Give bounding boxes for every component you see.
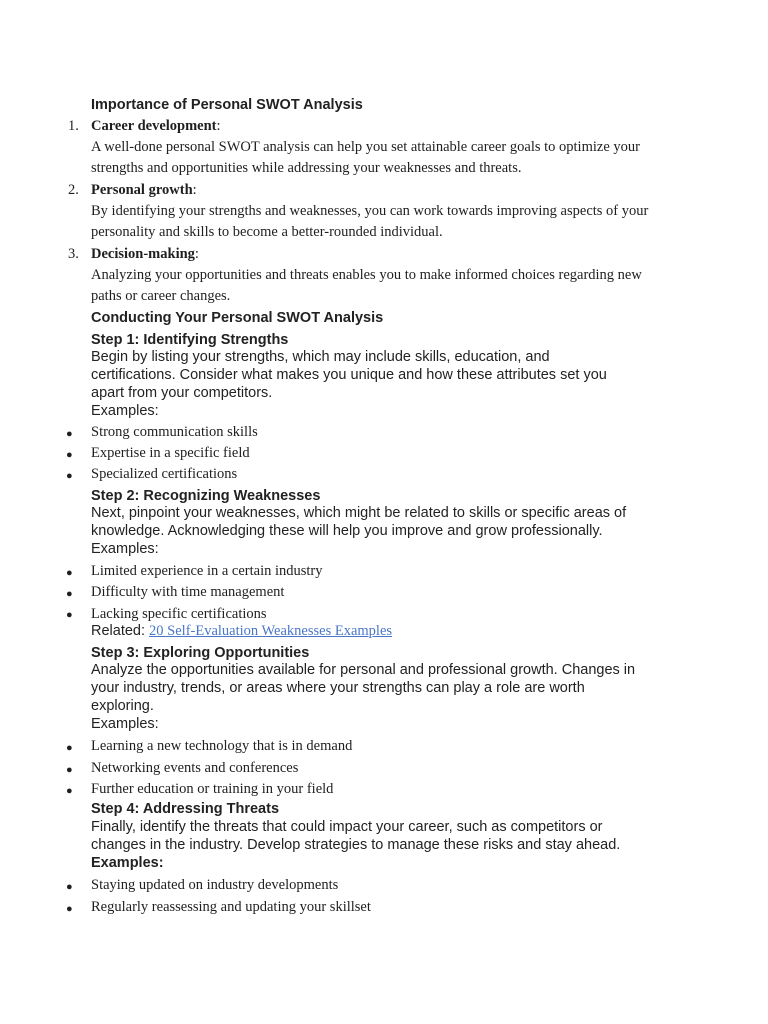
examples-label: Examples: [91, 855, 164, 871]
bullet-icon: ● [66, 588, 73, 600]
paragraph-line: By identifying your strengths and weaknesses, you can work towards improving aspects of your [91, 203, 649, 219]
page-title: Importance of Personal SWOT Analysis [91, 97, 363, 113]
examples-label: Examples: [91, 403, 159, 419]
bullet-icon: ● [66, 428, 73, 440]
step-3-heading: Step 3: Exploring Opportunities [91, 645, 310, 661]
paragraph-line: paths or career changes. [91, 288, 231, 304]
section-heading: Conducting Your Personal SWOT Analysis [91, 310, 384, 326]
paragraph-line: Analyzing your opportunities and threats enables you to make informed choices regarding new [91, 267, 642, 283]
term-colon: : [192, 182, 197, 198]
list-item: Difficulty with time management [91, 584, 285, 600]
paragraph-line: exploring. [91, 698, 154, 714]
step-4-heading: Step 4: Addressing Threats [91, 801, 280, 817]
term-colon: : [216, 118, 221, 134]
paragraph-line: your industry, trends, or areas where your strengths can play a role are worth [91, 680, 585, 696]
list-item: Limited experience in a certain industry [91, 563, 323, 579]
term-decision-making: Decision-making [91, 246, 195, 262]
bullet-icon: ● [66, 764, 73, 776]
paragraph-line: changes in the industry. Develop strategies to manage these risks and stay ahead. [91, 837, 621, 853]
list-item: Further education or training in your field [91, 781, 334, 797]
step-1-heading: Step 1: Identifying Strengths [91, 332, 289, 348]
list-item: Lacking specific certifications [91, 606, 267, 622]
examples-label: Examples: [91, 541, 159, 557]
bullet-icon: ● [66, 742, 73, 754]
list-number: 2. [68, 182, 79, 198]
bullet-icon: ● [66, 470, 73, 482]
related-line [91, 623, 392, 641]
list-item: Strong communication skills [91, 424, 258, 440]
paragraph-line: knowledge. Acknowledging these will help you improve and grow professionally. [91, 523, 603, 539]
list-item: Expertise in a specific field [91, 445, 250, 461]
related-link[interactable]: 20 Self-Evaluation Weaknesses Examples [149, 623, 393, 639]
list-item: Staying updated on industry developments [91, 877, 339, 893]
term-colon: : [194, 246, 199, 262]
list-item: Regularly reassessing and updating your skillset [91, 899, 371, 915]
bullet-icon: ● [66, 903, 73, 915]
term-career-development: Career development [91, 118, 217, 134]
bullet-icon: ● [66, 609, 73, 621]
bullet-icon: ● [66, 449, 73, 461]
paragraph-line: personality and skills to become a better-rounded individual. [91, 224, 443, 240]
paragraph-line: Begin by listing your strengths, which may include skills, education, and [91, 349, 550, 365]
paragraph-line: apart from your competitors. [91, 385, 273, 401]
list-item-term [91, 182, 197, 199]
list-item: Networking events and conferences [91, 760, 299, 776]
list-item-term [91, 246, 199, 263]
examples-label: Examples: [91, 716, 159, 732]
list-number: 3. [68, 246, 79, 262]
paragraph-line: Finally, identify the threats that could impact your career, such as competitors or [91, 819, 603, 835]
list-number: 1. [68, 118, 79, 134]
list-item: Specialized certifications [91, 466, 238, 482]
list-item-term [91, 118, 221, 135]
bullet-icon: ● [66, 785, 73, 797]
related-label: Related: [91, 623, 150, 639]
paragraph-line: certifications. Consider what makes you unique and how these attributes set you [91, 367, 607, 383]
paragraph-line: Next, pinpoint your weaknesses, which might be related to skills or specific areas of [91, 505, 627, 521]
paragraph-line: A well-done personal SWOT analysis can help you set attainable career goals to optimize your [91, 139, 640, 155]
paragraph-line: Analyze the opportunities available for personal and professional growth. Changes in [91, 662, 636, 678]
list-item: Learning a new technology that is in demand [91, 738, 353, 754]
step-2-heading: Step 2: Recognizing Weaknesses [91, 488, 321, 504]
bullet-icon: ● [66, 567, 73, 579]
paragraph-line: strengths and opportunities while addressing your weaknesses and threats. [91, 160, 522, 176]
bullet-icon: ● [66, 881, 73, 893]
term-personal-growth: Personal growth [91, 182, 193, 198]
